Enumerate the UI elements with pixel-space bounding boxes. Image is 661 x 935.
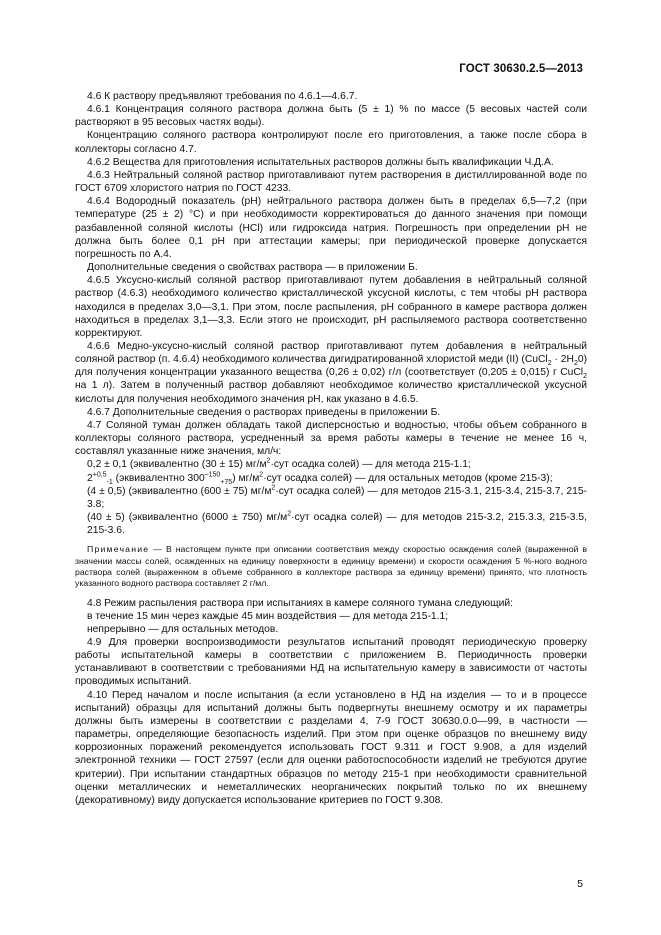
note bbox=[75, 544, 587, 589]
paragraph-4-6-6: 4.6.6 Медно-уксусно-кислый соляной раствор приготавливают путем добавления в нейтральный соляной раствор (п. 4.6.4) необходимого количества дигидратированной хлористой меди (II) (CuCl$_2$ · $2H_20$) для получения концентрации указанного вещества (0,26 ± 0,02) г/л (соответствует (0,205 ± 0,015) г CuCl$_2$ на 1 л). Затем в полученный раствор добавляют необходимое количество кристаллической уксусной кислоты для получения необходимого значения pH, как указано в 4.6.5. bbox=[75, 340, 588, 405]
paragraph-4-8: 4.8 Режим распыления раствора при испытаниях в камере соляного тумана следующий: bbox=[87, 597, 513, 609]
spray-mode-item-2: непрерывно — для остальных методов. bbox=[87, 623, 279, 635]
paragraph-4-10: 4.10 Перед началом и после испытания (а если установлено в НД на изделия — то и в процессе испытаний) образцы для испытаний должны быть подвергнуты внешнему осмотру и их параметры должны быть измерены в соответствии с разделами 4, 7-9 ГОСТ 30630.0.0—99, в частности — параметры, определяющие безопасность изделий. При этом при оценке образцов по внешнему виду коррозионных поражений рекомендуется использовать ГОСТ 9.311 и ГОСТ 9.908, а для изделий электронной техники — ГОСТ 27597 (если для оценки работоспособности изделий не требуются другие критерии). При испытании стандартных образцов по методу 215-1 при необходимости сравнительной оценки металлических и неметаллических неорганических покрытий только по их внешнему (декоративному) виду допускается использование критериев по ГОСТ 9.308. bbox=[75, 689, 587, 806]
spray-mode-item-1: в течение 15 мин через каждые 45 мин воздействия — для метода 215-1.1; bbox=[87, 610, 449, 622]
value-item-2: $2^{+0,5}_{-1}$ (эквивалентно $300^{-150}_{+75}$) $мг/м^2\cdot сут$ осадка солей) — для остальных методов (кроме 215-3); bbox=[87, 471, 553, 486]
paragraph-4-9: 4.9 Для проверки воспроизводимости результатов испытаний проводят периодическую проверку работы испытательной камеры в соответствии с приложением В. Периодичность проверки устанавливают в соответствии с требованиями НД на испытательную камеру в зависимости от частоты проводимых испытаний. bbox=[75, 636, 587, 688]
paragraph-4-6-2: 4.6.2 Вещества для приготовления испытательных растворов должны быть квалификации Ч.Д.А. bbox=[87, 156, 554, 168]
paragraph-4-6-7: 4.6.7 Дополнительные сведения о растворах приведены в приложении Б. bbox=[87, 406, 441, 418]
paragraph-4-6: 4.6 К раствору предъявляют требования по 4.6.1—4.6.7. bbox=[87, 91, 358, 102]
paragraph-additional-info: Дополнительные сведения о свойствах раствора — в приложении Б. bbox=[87, 262, 418, 274]
page-number: 5 bbox=[577, 878, 583, 890]
paragraph-4-7: 4.7 Соляной туман должен обладать такой дисперсностью и водностью, чтобы объем собранного в коллекторы соляного раствора, усредненный за время работы камеры в течение не менее 16 ч, составлял указанные ниже значения, мл/ч: bbox=[75, 419, 587, 458]
document-body bbox=[75, 90, 587, 807]
paragraph-4-6-3: 4.6.3 Нейтральный соляной раствор приготавливают путем растворения в дистиллированной воде по ГОСТ 6709 хлористого натрия по ГОСТ 4233. bbox=[75, 169, 587, 195]
note-label: Примечание bbox=[87, 544, 150, 555]
note-text: — В настоящем пункте при описании соответствия между скоростью осаждения солей (выраженной в значении массы солей, осажденных на единицу поверхности в единицу времени) и скорости осаждения 5 %-ного водного раствора солей (выраженном в объеме собранного в коллекторе раствора за единицу времени) принято, что плотность указанного водного раствора составляет 2 г/мл. bbox=[75, 544, 587, 589]
paragraph-4-6-5: 4.6.5 Уксусно-кислый соляной раствор приготавливают путем добавления в нейтральный соляной раствор (4.6.3) необходимого количество кристаллической уксусной кислоты, с тем чтобы pH раствора находился в пределах 3,0—3,1. При этом, после распыления, pH собранного в камере раствора должен находиться в пределах 3,1—3,3. Если этого не происходит, pH распыляемого раствора соответственно корректируют. bbox=[75, 275, 587, 339]
value-item-4: (40 ± 5) (эквивалентно (6000 ± 750) $мг/м^2\cdot сут$ осадка солей) — для методов 215-3.2, 215.3.3, 215-3.5, 215-3.6. bbox=[87, 510, 587, 537]
value-item-3: (4 ± 0,5) (эквивалентно (600 ± 75) $мг/м^2\cdot сут$ осадка солей) — для методов 215-3.1, 215-3.4, 215-3.7, 215-3.8; bbox=[87, 484, 587, 510]
paragraph-4-6-4: 4.6.4 Водородный показатель (pH) нейтрального раствора должен быть в пределах 6,5—7,2 (при температуре (25 ± 2) °С) и при необходимости корректироваться до данного значения при помощи разбавленной соляной кислоты (HCl) или гидроксида натрия. Погрешность при определении pH не должна быть более 0,1 pH при аттестации камеры; при периодической проверке допускается погрешность по А.4. bbox=[75, 196, 587, 260]
paragraph-4-6-1: 4.6.1 Концентрация соляного раствора должна быть (5 ± 1) % по массе (5 весовых частей соли растворяют в 95 весовых частях воды). bbox=[75, 104, 587, 129]
paragraph-4-6-1-cont: Концентрацию соляного раствора контролируют после его приготовления, а также после сбора в коллекторы согласно 4.7. bbox=[75, 130, 587, 155]
standard-header: ГОСТ 30630.2.5—2013 bbox=[459, 63, 583, 75]
value-item-1: 0,2 ± 0,1 (эквивалентно (30 ± 15) $мг/м^2\cdot сут$ осадка солей) — для метода 215-1.1; bbox=[87, 457, 471, 471]
